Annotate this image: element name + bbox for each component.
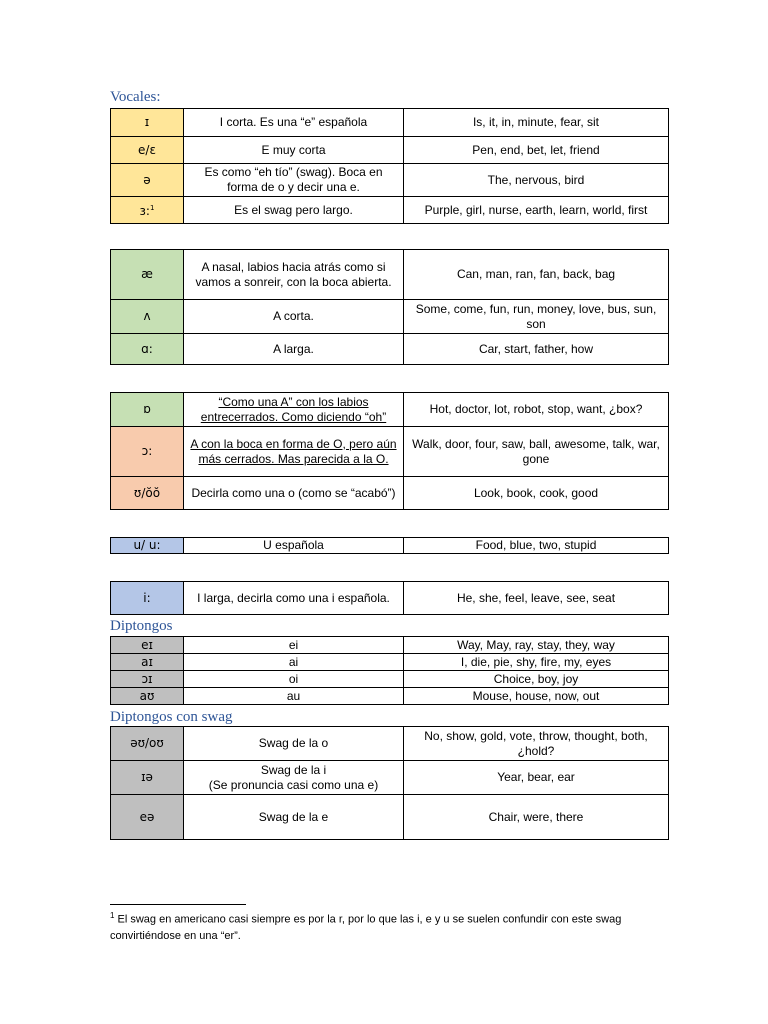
ipa-symbol: i:: [111, 582, 184, 615]
examples: He, she, feel, leave, see, seat: [404, 582, 669, 615]
examples: Is, it, in, minute, fear, sit: [404, 109, 669, 137]
table-row: [111, 109, 669, 137]
ipa-symbol: ɒ: [111, 393, 184, 427]
table-row: [111, 393, 669, 427]
description: [184, 761, 404, 795]
examples: Can, man, ran, fan, back, bag: [404, 250, 669, 300]
footnote-separator: [110, 904, 246, 905]
ipa-symbol: ə: [111, 164, 184, 197]
examples: Mouse, house, now, out: [404, 688, 669, 705]
description: A corta.: [184, 300, 404, 334]
vowels-table-1: [110, 108, 669, 224]
examples: Choice, boy, joy: [404, 671, 669, 688]
footnote-number: 1: [110, 911, 115, 920]
description: A larga.: [184, 334, 404, 365]
heading-diptongos: Diptongos: [110, 618, 173, 634]
examples: Car, start, father, how: [404, 334, 669, 365]
vowels-table-5: [110, 581, 669, 615]
vowels-table-2: [110, 249, 669, 365]
swag-diphthongs-table: [110, 726, 669, 840]
table-row: [111, 538, 669, 554]
ipa-symbol: ɑ:: [111, 334, 184, 365]
examples: Hot, doctor, lot, robot, stop, want, ¿box?: [404, 393, 669, 427]
description: ai: [184, 654, 404, 671]
ipa-symbol: aʊ: [111, 688, 184, 705]
table-row: [111, 637, 669, 654]
examples: No, show, gold, vote, throw, thought, both, ¿hold?: [404, 727, 669, 761]
description: Es el swag pero largo.: [184, 197, 404, 224]
table-row: [111, 654, 669, 671]
examples: Chair, were, there: [404, 795, 669, 840]
description: I larga, decirla como una i española.: [184, 582, 404, 615]
diphthongs-table: [110, 636, 669, 705]
description: “Como una A” con los labios entrecerrados. Como diciendo “oh”: [184, 393, 404, 427]
table-row: [111, 671, 669, 688]
ipa-symbol: ɪə: [111, 761, 184, 795]
ipa-symbol: ʊ/ŏŏ: [111, 477, 184, 510]
ipa-symbol: ɪ: [111, 109, 184, 137]
ipa-symbol: ɔɪ: [111, 671, 184, 688]
table-row: [111, 137, 669, 164]
description: au: [184, 688, 404, 705]
description-line: Swag de la i: [260, 762, 327, 777]
heading-vocales: Vocales:: [110, 89, 161, 105]
description: Es como “eh tío” (swag). Boca en forma de o y decir una e.: [184, 164, 404, 197]
description: Decirla como una o (como se “acabó”): [184, 477, 404, 510]
description: Swag de la e: [184, 795, 404, 840]
table-row: [111, 334, 669, 365]
vowels-table-3: [110, 392, 669, 510]
description: A con la boca en forma de O, pero aún más cerrados. Mas parecida a la O.: [184, 427, 404, 477]
ipa-symbol: ʌ: [111, 300, 184, 334]
ipa-symbol: æ: [111, 250, 184, 300]
description: U española: [184, 538, 404, 554]
table-row: [111, 164, 669, 197]
examples: I, die, pie, shy, fire, my, eyes: [404, 654, 669, 671]
footnote-text: El swag en americano casi siempre es por la r, por lo que las i, e y u se suelen confundir con este swag convirtiéndose en una “er”.: [110, 913, 622, 942]
examples: Look, book, cook, good: [404, 477, 669, 510]
examples: Year, bear, ear: [404, 761, 669, 795]
table-row: [111, 197, 669, 224]
examples: Some, come, fun, run, money, love, bus, sun, son: [404, 300, 669, 334]
table-row: [111, 250, 669, 300]
table-row: [111, 761, 669, 795]
vowels-table-4: [110, 537, 669, 554]
ipa-symbol: əʊ/oʊ: [111, 727, 184, 761]
footnote: [110, 908, 670, 944]
ipa-symbol: ɔ:: [111, 427, 184, 477]
table-row: [111, 688, 669, 705]
examples: Walk, door, four, saw, ball, awesome, talk, war, gone: [404, 427, 669, 477]
table-row: [111, 300, 669, 334]
ipa-symbol: e/ɛ: [111, 137, 184, 164]
examples: Way, May, ray, stay, they, way: [404, 637, 669, 654]
ipa-symbol: aɪ: [111, 654, 184, 671]
description: E muy corta: [184, 137, 404, 164]
description: A nasal, labios hacia atrás como si vamos a sonreir, con la boca abierta.: [184, 250, 404, 300]
description: oi: [184, 671, 404, 688]
ipa-symbol: eɪ: [111, 637, 184, 654]
ipa-symbol: ɜ:$^1$: [111, 197, 184, 224]
examples: Purple, girl, nurse, earth, learn, world, first: [404, 197, 669, 224]
description: ei: [184, 637, 404, 654]
examples: The, nervous, bird: [404, 164, 669, 197]
heading-diptongos-swag: Diptongos con swag: [110, 709, 233, 725]
ipa-symbol: eə: [111, 795, 184, 840]
table-row: [111, 477, 669, 510]
table-row: [111, 582, 669, 615]
table-row: [111, 427, 669, 477]
table-row: [111, 795, 669, 840]
description: Swag de la o: [184, 727, 404, 761]
description-line: (Se pronuncia casi como una e): [208, 777, 379, 792]
examples: Pen, end, bet, let, friend: [404, 137, 669, 164]
footnote-ref: 1: [149, 204, 155, 212]
ipa-symbol: u/ u:: [111, 538, 184, 554]
examples: Food, blue, two, stupid: [404, 538, 669, 554]
description: I corta. Es una “e” española: [184, 109, 404, 137]
table-row: [111, 727, 669, 761]
